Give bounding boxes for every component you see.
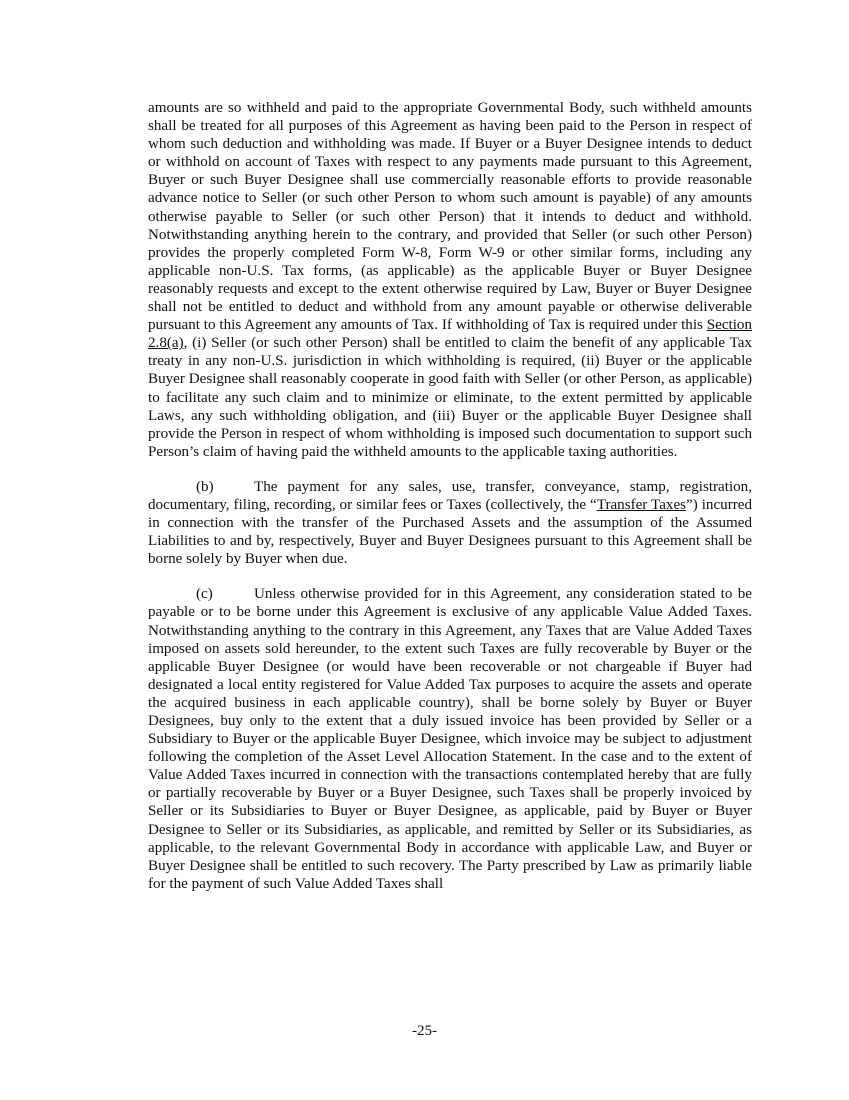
paragraph-continuation-text-2: , (i) Seller (or such other Person) shall be entitled to claim the benefit of any applicable Tax treaty in any non-U.S. jurisdiction in which withholding is required, (ii) Buyer or the applicable Buyer Designee shall reasonably cooperate in good faith with Seller (or other Person, as applicable) to facilitate any such claim and to minimize or eliminate, to the extent permitted by applicable Laws, any such withholding obligation, and (iii) Buyer or the applicable Buyer Designee shall provide the Person in respect of whom withholding is imposed such documentation to support such Person’s claim of having paid the withheld amounts to the applicable taxing authorities. [148, 335, 752, 460]
paragraph-continuation-text-1: amounts are so withheld and paid to the appropriate Governmental Body, such withheld amounts shall be treated for all purposes of this Agreement as having been paid to the Person in respect of whom such deduction and withholding was made. If Buyer or a Buyer Designee intends to deduct or withhold on account of Taxes with respect to any payments made pursuant to this Agreement, Buyer or such Buyer Designee shall use commercially reasonable efforts to provide reasonable advance notice to Seller (or such other Person to whom such amount is payable) of any amounts otherwise payable to Seller (or such other Person) that it intends to deduct and withhold. Notwithstanding anything herein to the contrary, and provided that Seller (or such other Person) provides the properly completed Form W-8, Form W-9 or other similar forms, including any applicable non-U.S. Tax forms, (as applicable) as the applicable Buyer or Buyer Designee reasonably requests and except to the extent otherwise required by Law, Buyer or Buyer Designee shall not be entitled to deduct and withhold from any amount payable or otherwise deliverable pursuant to this Agreement any amounts of Tax. If withholding of Tax is required under this [148, 100, 752, 334]
paragraph-b-text-1: The payment for any sales, use, transfer, conveyance, stamp, registration, documentary, filing, recording, or similar fees or Taxes (collectively, the “ [148, 478, 752, 513]
paragraph-continuation [148, 99, 752, 461]
body-text [148, 99, 752, 893]
paragraph-c-label: (c) [196, 586, 213, 603]
paragraph-b [148, 478, 752, 568]
page-number: -25- [412, 1023, 437, 1039]
paragraph-b-label: (b) [196, 478, 214, 495]
section-reference: Section 2.8(a) [148, 317, 752, 352]
paragraph-b-text-2: ”) incurred in connection with the transfer of the Purchased Assets and the assumption of the Assumed Liabilities to and by, respectively, Buyer and Buyer Designees pursuant to this Agreement shall be borne solely by Buyer when due. [148, 496, 752, 568]
paragraph-c-text: Unless otherwise provided for in this Agreement, any consideration stated to be payable or to be borne under this Agreement is exclusive of any applicable Value Added Taxes. Notwithstanding anything to the contrary in this Agreement, any Taxes that are Value Added Taxes imposed on assets sold hereunder, to the extent such Taxes are fully recoverable by Buyer or the applicable Buyer Designee (or would have been recoverable or not chargeable if Buyer had designated a local entity registered for Value Added Tax purposes to acquire the assets and operate the acquired business in each applicable country), shall be borne solely by Buyer or Buyer Designees, buy only to the extent that a duly issued invoice has been provided by Seller or a Subsidiary to Buyer or the applicable Buyer Designee, which invoice may be subject to adjustment following the completion of the Asset Level Allocation Statement. In the case and to the extent of Value Added Taxes incurred in connection with the transactions contemplated hereby that are fully or partially recoverable by Buyer or a Buyer Designee, such Taxes shall be properly invoiced by Seller or its Subsidiaries to Buyer or Buyer Designee, as applicable, paid by Buyer or Buyer Designee to Seller or its Subsidiaries, as applicable, and remitted by Seller or its Subsidiaries, as applicable, to the relevant Governmental Body in accordance with applicable Law, and Buyer or Buyer Designee shall be entitled to such recovery. The Party prescribed by Law as primarily liable for the payment of such Value Added Taxes shall [148, 586, 752, 892]
paragraph-c [148, 585, 752, 893]
defined-term-transfer-taxes: Transfer Taxes [596, 496, 687, 513]
